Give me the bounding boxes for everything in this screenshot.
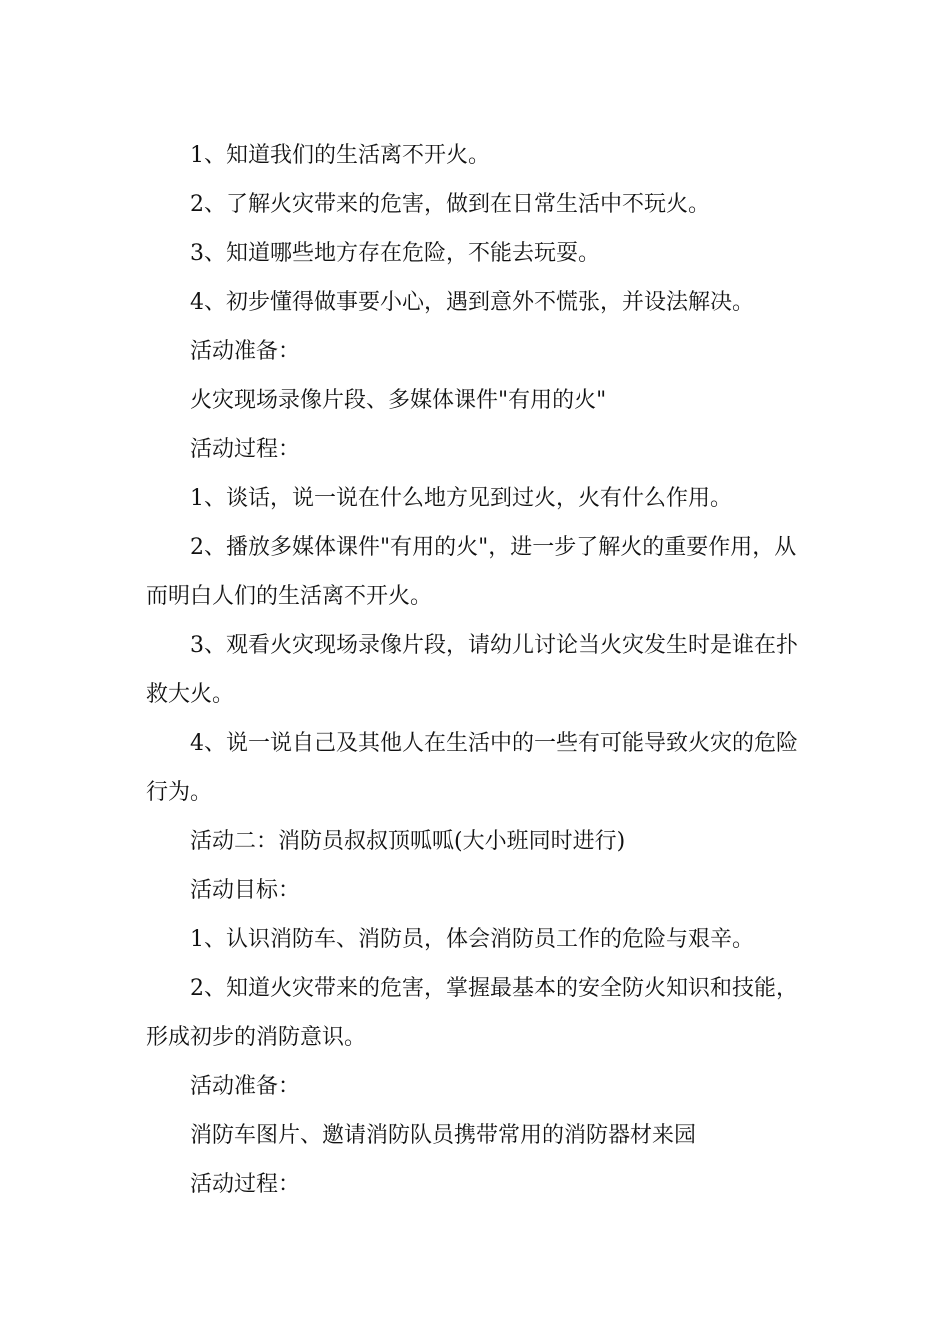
process-step-3: 3、观看火灾现场录像片段，请幼儿讨论当火灾发生时是谁在扑救大火。	[146, 633, 798, 707]
section-heading-preparation: 活动准备：	[190, 339, 301, 364]
objective-4: 4、初步懂得做事要小心，遇到意外不慌张，并设法解决。	[190, 290, 754, 315]
objective-3: 3、知道哪些地方存在危险，不能去玩耍。	[190, 241, 600, 266]
section-heading-goals: 活动目标：	[190, 878, 301, 903]
process-step-2: 2、播放多媒体课件"有用的火"，进一步了解火的重要作用，从而明白人们的生活离不开火。	[146, 535, 797, 609]
objective-1: 1、知道我们的生活离不开火。	[190, 143, 490, 168]
document-body	[146, 131, 810, 1209]
process-step-4: 4、说一说自己及其他人在生活中的一些有可能导致火灾的危险行为。	[146, 731, 798, 805]
objective-2: 2、了解火灾带来的危害，做到在日常生活中不玩火。	[190, 192, 710, 217]
goal-1: 1、认识消防车、消防员，体会消防员工作的危险与艰辛。	[190, 927, 754, 952]
preparation-text: 火灾现场录像片段、多媒体课件"有用的火"	[190, 388, 607, 413]
goal-2: 2、知道火灾带来的危害，掌握最基本的安全防火知识和技能，形成初步的消防意识。	[146, 976, 798, 1050]
section-heading-process: 活动过程：	[190, 437, 301, 462]
preparation-text-2: 消防车图片、邀请消防队员携带常用的消防器材来园	[190, 1123, 697, 1148]
section-heading-process-2: 活动过程：	[190, 1172, 301, 1197]
section-heading-preparation-2: 活动准备：	[190, 1074, 301, 1099]
process-step-1: 1、谈话，说一说在什么地方见到过火，火有什么作用。	[190, 486, 732, 511]
activity-two-title: 活动二：消防员叔叔顶呱呱(大小班同时进行)	[190, 829, 626, 854]
